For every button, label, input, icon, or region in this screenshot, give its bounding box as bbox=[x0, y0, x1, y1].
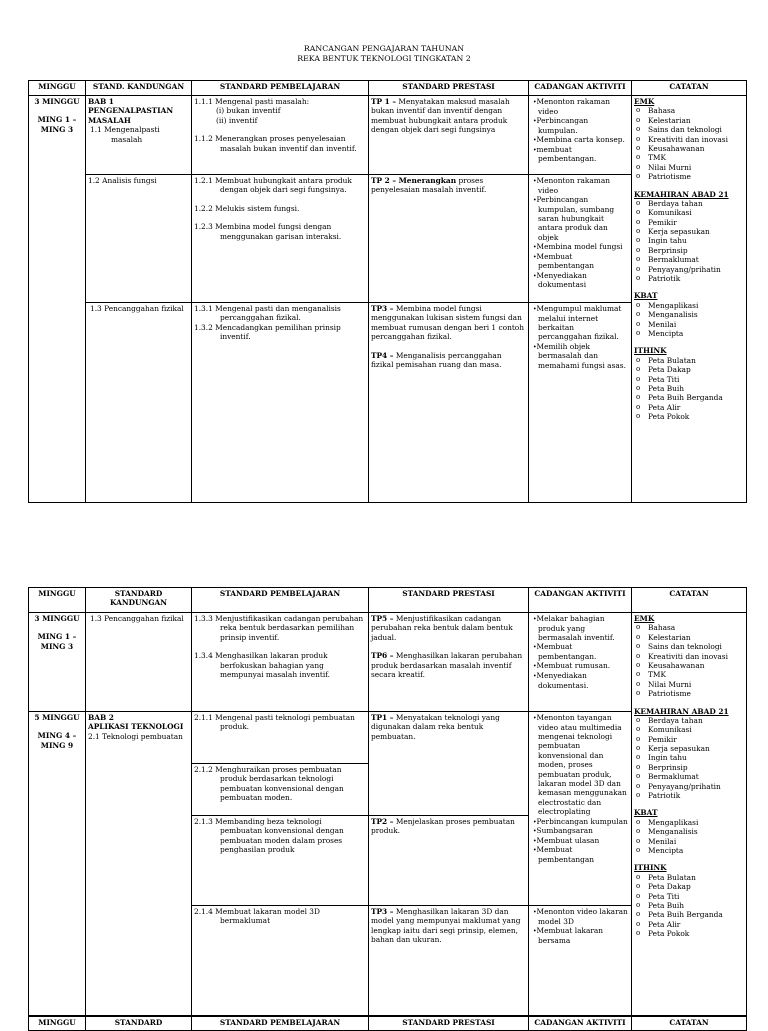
performance-level: TP1 – bbox=[371, 713, 394, 722]
list-item: o Kelestarian bbox=[634, 633, 744, 642]
header-catatan: CATATAN bbox=[632, 81, 747, 96]
activity-list bbox=[531, 614, 629, 690]
list-item: o Penyayang/prihatin bbox=[634, 782, 744, 791]
performance-level: TP 2 – Menerangkan bbox=[371, 176, 457, 185]
standard-pembelajaran-cell bbox=[192, 816, 369, 906]
content-standard: 1.3 Pencanggahan fizikal bbox=[90, 304, 184, 313]
title-line-1: RANCANGAN PENGAJARAN TAHUNAN bbox=[303, 44, 465, 53]
standard-kandungan-cell bbox=[86, 303, 192, 503]
activity-list bbox=[531, 97, 629, 164]
list-item: o Mencipta bbox=[634, 329, 744, 338]
standard-pembelajaran-cell bbox=[192, 906, 369, 1016]
list-item: o Sains dan teknologi bbox=[634, 642, 744, 651]
activity-item: • Membuat pembentangan bbox=[531, 252, 629, 271]
activity-list bbox=[531, 907, 629, 945]
list-item: o Kerja sepasukan bbox=[634, 227, 744, 236]
list-item: o Berprinsip bbox=[634, 763, 744, 772]
list-item: o Menganalisis bbox=[634, 827, 744, 836]
standard-prestasi-cell bbox=[369, 816, 529, 906]
week-count: 3 MINGGU bbox=[34, 97, 80, 106]
header-minggu: MINGGU bbox=[29, 1017, 86, 1031]
header-cadangan-aktiviti: CADANGAN AKTIVITI bbox=[529, 81, 632, 96]
standard-pembelajaran-cell bbox=[192, 175, 369, 303]
cadangan-aktiviti-cell bbox=[529, 712, 632, 906]
abad-21-heading: KEMAHIRAN ABAD 21 bbox=[634, 706, 729, 716]
learning-standard-sub: (i) bukan inventif bbox=[216, 106, 281, 116]
learning-standard: 1.3.2 Mencadangkan pemilihan prinsip inventif. bbox=[194, 322, 341, 342]
list-item: o Kerja sepasukan bbox=[634, 744, 744, 753]
header-catatan: CATATAN bbox=[632, 1017, 747, 1031]
learning-standard: 1.1.1 Mengenal pasti masalah: bbox=[194, 97, 310, 106]
cadangan-aktiviti-cell bbox=[529, 303, 632, 503]
performance-description: Membina model fungsi menggunakan lukisan sistem fungsi dan membuat rumusan dengan beri 1 contoh percanggahan fizikal. bbox=[371, 304, 525, 342]
list-item: o Keusahawanan bbox=[634, 144, 744, 153]
kbat-heading: KBAT bbox=[634, 808, 658, 818]
week-range-end: MING 3 bbox=[40, 124, 74, 134]
list-item: o TMK bbox=[634, 153, 744, 162]
activity-item: • Membuat lakaran bersama bbox=[531, 926, 629, 945]
learning-standard: 1.3.1 Mengenal pasti dan menganalisis percanggahan fizikal. bbox=[194, 304, 341, 323]
chapter-title: PENGENALPASTIAN bbox=[88, 106, 174, 116]
list-item: o Peta Titi bbox=[634, 892, 744, 901]
cadangan-aktiviti-cell bbox=[529, 613, 632, 712]
chapter-number: BAB 1 bbox=[88, 97, 114, 106]
list-item: o Peta Buih Berganda bbox=[634, 910, 744, 919]
title-line-2: REKA BENTUK TEKNOLOGI TINGKATAN 2 bbox=[297, 53, 471, 63]
activity-list bbox=[531, 713, 629, 864]
activity-item: • membuat pembentangan. bbox=[531, 145, 629, 164]
list-item: o Komunikasi bbox=[634, 208, 744, 217]
list-item: o Peta Buih Berganda bbox=[634, 393, 744, 402]
activity-item: • Membuat pembentangan bbox=[531, 845, 629, 864]
list-item: o Pemikir bbox=[634, 218, 744, 227]
plan-table-1 bbox=[28, 80, 747, 503]
activity-item: • Mengumpul maklumat melalui internet berkaitan percanggahan fizikal. bbox=[531, 304, 629, 342]
performance-block bbox=[371, 713, 526, 741]
learning-standard: 1.2.2 Melukis sistem fungsi. bbox=[194, 203, 300, 213]
table-header-row bbox=[29, 81, 747, 96]
activity-item: • Perbincangan kumpulan bbox=[531, 817, 629, 827]
learning-standard: 1.1.2 Menerangkan proses penyelesaian masalah bukan inventif dan inventif. bbox=[194, 134, 357, 153]
kbat-list bbox=[634, 818, 744, 856]
minggu-cell bbox=[29, 96, 86, 503]
learning-standard: 1.3.3 Menjustifikasikan cadangan perubahan reka bentuk berdasarkan pemilihan prinsip inventif. bbox=[194, 614, 364, 642]
kbat-heading: KBAT bbox=[634, 291, 658, 301]
standard-prestasi-cell bbox=[369, 303, 529, 503]
list-item: o Peta Buih bbox=[634, 384, 744, 393]
performance-block bbox=[371, 651, 526, 679]
header-standard-prestasi: STANDARD PRESTASI bbox=[369, 81, 529, 96]
emk-list bbox=[634, 623, 744, 698]
list-item: o Berdaya tahan bbox=[634, 716, 744, 725]
standard-pembelajaran-cell bbox=[192, 613, 369, 712]
minggu-cell bbox=[29, 613, 86, 712]
list-item: o Ingin tahu bbox=[634, 753, 744, 762]
list-item: o Peta Titi bbox=[634, 375, 744, 384]
ithink-heading: ITHINK bbox=[634, 863, 667, 873]
learning-standard: 1.3.4 Menghasilkan lakaran produk berfokuskan bahagian yang mempunyai masalah inventif. bbox=[194, 651, 331, 679]
list-item: o Kelestarian bbox=[634, 116, 744, 125]
standard-prestasi-cell bbox=[369, 613, 529, 712]
list-item: o Menganalisis bbox=[634, 310, 744, 319]
content-standard: 1.1 Mengenalpasti masalah bbox=[90, 125, 160, 144]
performance-description: Menyatakan teknologi yang digunakan dalam reka bentuk pembuatan. bbox=[371, 713, 500, 741]
performance-level: TP5 – bbox=[371, 614, 394, 623]
activity-item: • Membina model fungsi bbox=[531, 242, 629, 252]
standard-kandungan-cell bbox=[86, 712, 192, 1016]
emk-list bbox=[634, 106, 744, 181]
emk-heading: EMK bbox=[634, 97, 655, 106]
list-item: o Kreativiti dan inovasi bbox=[634, 135, 744, 144]
list-item: o Peta Pokok bbox=[634, 929, 744, 938]
performance-block bbox=[371, 351, 526, 370]
performance-description: Menghasilkan lakaran perubahan produk berdasarkan masalah inventif secara kreatif. bbox=[371, 651, 523, 679]
header-standard-kandungan: STANDARD KANDUNGAN bbox=[86, 588, 192, 613]
activity-item: • Perbincangan kumpulan. bbox=[531, 116, 629, 135]
header-standard-prestasi: STANDARD PRESTASI bbox=[369, 1017, 529, 1031]
standard-prestasi-cell bbox=[369, 175, 529, 303]
list-item: o Bermaklumat bbox=[634, 772, 744, 781]
list-item: o Berdaya tahan bbox=[634, 199, 744, 208]
cadangan-aktiviti-cell bbox=[529, 96, 632, 175]
learning-standard: 2.1.3 Membanding beza teknologi pembuatan konvensional dengan pembuatan moden dalam proses penghasilan produk bbox=[194, 817, 344, 855]
list-item: o Peta Pokok bbox=[634, 412, 744, 421]
content-standard: 1.3 Pencanggahan fizikal bbox=[90, 614, 184, 623]
table-row bbox=[29, 613, 747, 712]
list-item: o Kreativiti dan inovasi bbox=[634, 652, 744, 661]
list-item: o Penyayang/prihatin bbox=[634, 265, 744, 274]
standard-prestasi-cell bbox=[369, 906, 529, 1016]
activity-item: • Menonton video lakaran model 3D bbox=[531, 907, 629, 926]
header-minggu: MINGGU bbox=[29, 588, 86, 613]
list-item: o Ingin tahu bbox=[634, 236, 744, 245]
list-item: o Menilai bbox=[634, 837, 744, 846]
plan-table-2 bbox=[28, 587, 747, 1016]
activity-item: • Menonton rakaman video bbox=[531, 97, 629, 116]
activity-list bbox=[531, 176, 629, 290]
chapter-number: BAB 2 bbox=[88, 713, 114, 722]
list-item: o Patriotik bbox=[634, 274, 744, 283]
week-range-start: MING 1 – bbox=[37, 632, 77, 642]
ithink-list bbox=[634, 873, 744, 939]
activity-item: • Menonton rakaman video bbox=[531, 176, 629, 195]
activity-item: • Memilih objek bermasalah dan memahami fungsi asas. bbox=[531, 342, 629, 370]
list-item: o Peta Bulatan bbox=[634, 873, 744, 882]
kbat-list bbox=[634, 301, 744, 339]
activity-item: • Menyediakan dokumentasi. bbox=[531, 671, 629, 690]
performance-description: Menjustifikasikan cadangan perubahan reka bentuk dalam bentuk jadual. bbox=[371, 614, 513, 642]
list-item: o Patriotisme bbox=[634, 172, 744, 181]
activity-item: • Melakar bahagian produk yang bermasalah inventif. bbox=[531, 614, 629, 642]
performance-description: proses penyelesaian masalah inventif. bbox=[371, 176, 487, 195]
performance-block bbox=[371, 817, 526, 836]
week-range-start: MING 4 – bbox=[37, 731, 77, 741]
abad-21-list bbox=[634, 199, 744, 284]
learning-standard: 2.1.4 Membuat lakaran model 3D bermaklumat bbox=[194, 907, 320, 926]
list-item: o Nilai Murni bbox=[634, 680, 744, 689]
activity-item: • Membuat ulasan bbox=[531, 836, 629, 846]
standard-kandungan-cell bbox=[86, 613, 192, 712]
learning-standard: 2.1.1 Mengenal pasti teknologi pembuatan produk. bbox=[194, 713, 355, 732]
performance-level: TP6 – bbox=[371, 651, 394, 661]
standard-kandungan-cell bbox=[86, 96, 192, 175]
learning-standard: 2.1.2 Menghuraikan proses pembuatan produk berdasarkan teknologi pembuatan konvensional dengan pembuatan moden. bbox=[194, 765, 344, 803]
standard-kandungan-cell: 1.2 Analisis fungsi bbox=[86, 175, 192, 303]
week-range-end: MING 3 bbox=[40, 641, 74, 651]
list-item: o Peta Dakap bbox=[634, 882, 744, 891]
abad-21-list bbox=[634, 716, 744, 801]
list-item: o Sains dan teknologi bbox=[634, 125, 744, 134]
activity-list bbox=[531, 304, 629, 370]
cadangan-aktiviti-cell bbox=[529, 906, 632, 1016]
performance-level: TP3 – bbox=[371, 907, 394, 916]
activity-item: • Perbincangan kumpulan, sumbang saran hubungkait antara produk dan objek bbox=[531, 195, 629, 242]
week-count: 5 MINGGU bbox=[34, 713, 80, 722]
learning-standard: 1.2.1 Membuat hubungkait antara produk dengan objek dari segi fungsinya. bbox=[194, 176, 352, 195]
list-item: o Peta Alir bbox=[634, 403, 744, 412]
list-item: o Nilai Murni bbox=[634, 163, 744, 172]
chapter-title: MASALAH bbox=[88, 115, 131, 125]
abad-21-heading: KEMAHIRAN ABAD 21 bbox=[634, 189, 729, 199]
list-item: o Mengaplikasi bbox=[634, 818, 744, 827]
standard-prestasi-cell bbox=[369, 712, 529, 816]
activity-item: • Menyediakan dokumentasi bbox=[531, 271, 629, 290]
list-item: o Mengaplikasi bbox=[634, 301, 744, 310]
ithink-list bbox=[634, 356, 744, 422]
activity-item: • Sumbangsaran bbox=[531, 826, 629, 836]
performance-block bbox=[371, 304, 526, 342]
list-item: o Pemikir bbox=[634, 735, 744, 744]
header-catatan: CATATAN bbox=[632, 588, 747, 613]
performance-level: TP2 – bbox=[371, 817, 394, 826]
standard-pembelajaran-cell bbox=[192, 712, 369, 764]
content-standard: 2.1 Teknologi pembuatan bbox=[88, 731, 183, 741]
performance-level: TP 1 – bbox=[371, 97, 397, 106]
minggu-cell bbox=[29, 712, 86, 1016]
ithink-heading: ITHINK bbox=[634, 346, 667, 356]
header-standard-pembelajaran: STANDARD PEMBELAJARAN bbox=[192, 588, 369, 613]
performance-block bbox=[371, 614, 526, 642]
list-item: o Bahasa bbox=[634, 623, 744, 632]
list-item: o Bermaklumat bbox=[634, 255, 744, 264]
list-item: o Patriotik bbox=[634, 791, 744, 800]
list-item: o Menilai bbox=[634, 320, 744, 329]
list-item: o Berprinsip bbox=[634, 246, 744, 255]
document-title bbox=[0, 44, 768, 63]
activity-item: • Menonton tayangan video atau multimedia mengenai teknologi pembuatan konvensional dan moden, proses pembuatan produk, lakaran model 3D dan kemasan menggunakan electrostatic dan electroplating bbox=[531, 713, 629, 817]
learning-standard: 1.2.3 Membina model fungsi dengan menggunakan garisan interaksi. bbox=[194, 222, 342, 241]
list-item: o Bahasa bbox=[634, 106, 744, 115]
list-item: o Peta Dakap bbox=[634, 365, 744, 374]
standard-pembelajaran-cell bbox=[192, 764, 369, 816]
list-item: o Patriotisme bbox=[634, 689, 744, 698]
catatan-cell bbox=[632, 96, 747, 503]
chapter-title: APLIKASI TEKNOLOGI bbox=[88, 722, 184, 732]
header-standard-pembelajaran: STANDARD PEMBELAJARAN bbox=[192, 81, 369, 96]
activity-item: • Membuat pembentangan. bbox=[531, 642, 629, 661]
header-standard-kandungan: STANDARD bbox=[86, 1017, 192, 1031]
cadangan-aktiviti-cell bbox=[529, 175, 632, 303]
header-standard-pembelajaran: STANDARD PEMBELAJARAN bbox=[192, 1017, 369, 1031]
activity-item: • Membuat rumusan. bbox=[531, 661, 629, 671]
emk-heading: EMK bbox=[634, 614, 655, 623]
header-cadangan-aktiviti: CADANGAN AKTIVITI bbox=[529, 1017, 632, 1031]
list-item: o Peta Buih bbox=[634, 901, 744, 910]
list-item: o Peta Bulatan bbox=[634, 356, 744, 365]
performance-description: Menyatakan maksud masalah bukan inventif dan inventif dengan membuat hubungkait antara produk dengan objek dari segi fungsinya bbox=[371, 97, 510, 135]
list-item: o TMK bbox=[634, 670, 744, 679]
week-range-start: MING 1 – bbox=[37, 115, 77, 125]
performance-level: TP3 – bbox=[371, 304, 394, 313]
table-header-row bbox=[29, 588, 747, 613]
week-count: 3 MINGGU bbox=[34, 614, 80, 623]
performance-level: TP4 – bbox=[371, 350, 394, 360]
header-cadangan-aktiviti: CADANGAN AKTIVITI bbox=[529, 588, 632, 613]
standard-prestasi-cell bbox=[369, 96, 529, 175]
activity-item: • Membina carta konsep. bbox=[531, 135, 629, 145]
catatan-cell bbox=[632, 613, 747, 1016]
list-item: o Keusahawanan bbox=[634, 661, 744, 670]
week-range-end: MING 9 bbox=[40, 740, 74, 750]
standard-pembelajaran-cell bbox=[192, 303, 369, 503]
header-standard-prestasi: STANDARD PRESTASI bbox=[369, 588, 529, 613]
standard-pembelajaran-cell bbox=[192, 96, 369, 175]
header-standard-kandungan: STAND. KANDUNGAN bbox=[86, 81, 192, 96]
list-item: o Peta Alir bbox=[634, 920, 744, 929]
header-minggu: MINGGU bbox=[29, 81, 86, 96]
table-row bbox=[29, 96, 747, 175]
learning-standard-sub: (ii) inventif bbox=[216, 115, 258, 125]
performance-description: Menghasilkan lakaran 3D dan model yang mempunyai maklumat yang lengkap iaitu dari segi prinsip, elemen, bahan dan ukuran. bbox=[371, 907, 521, 945]
performance-description: Menjelaskan proses pembuatan produk. bbox=[371, 817, 515, 836]
performance-block bbox=[371, 907, 526, 945]
list-item: o Mencipta bbox=[634, 846, 744, 855]
list-item: o Komunikasi bbox=[634, 725, 744, 734]
performance-description: Menganalisis percanggahan fizikal pemisahan ruang dan masa. bbox=[371, 350, 502, 369]
